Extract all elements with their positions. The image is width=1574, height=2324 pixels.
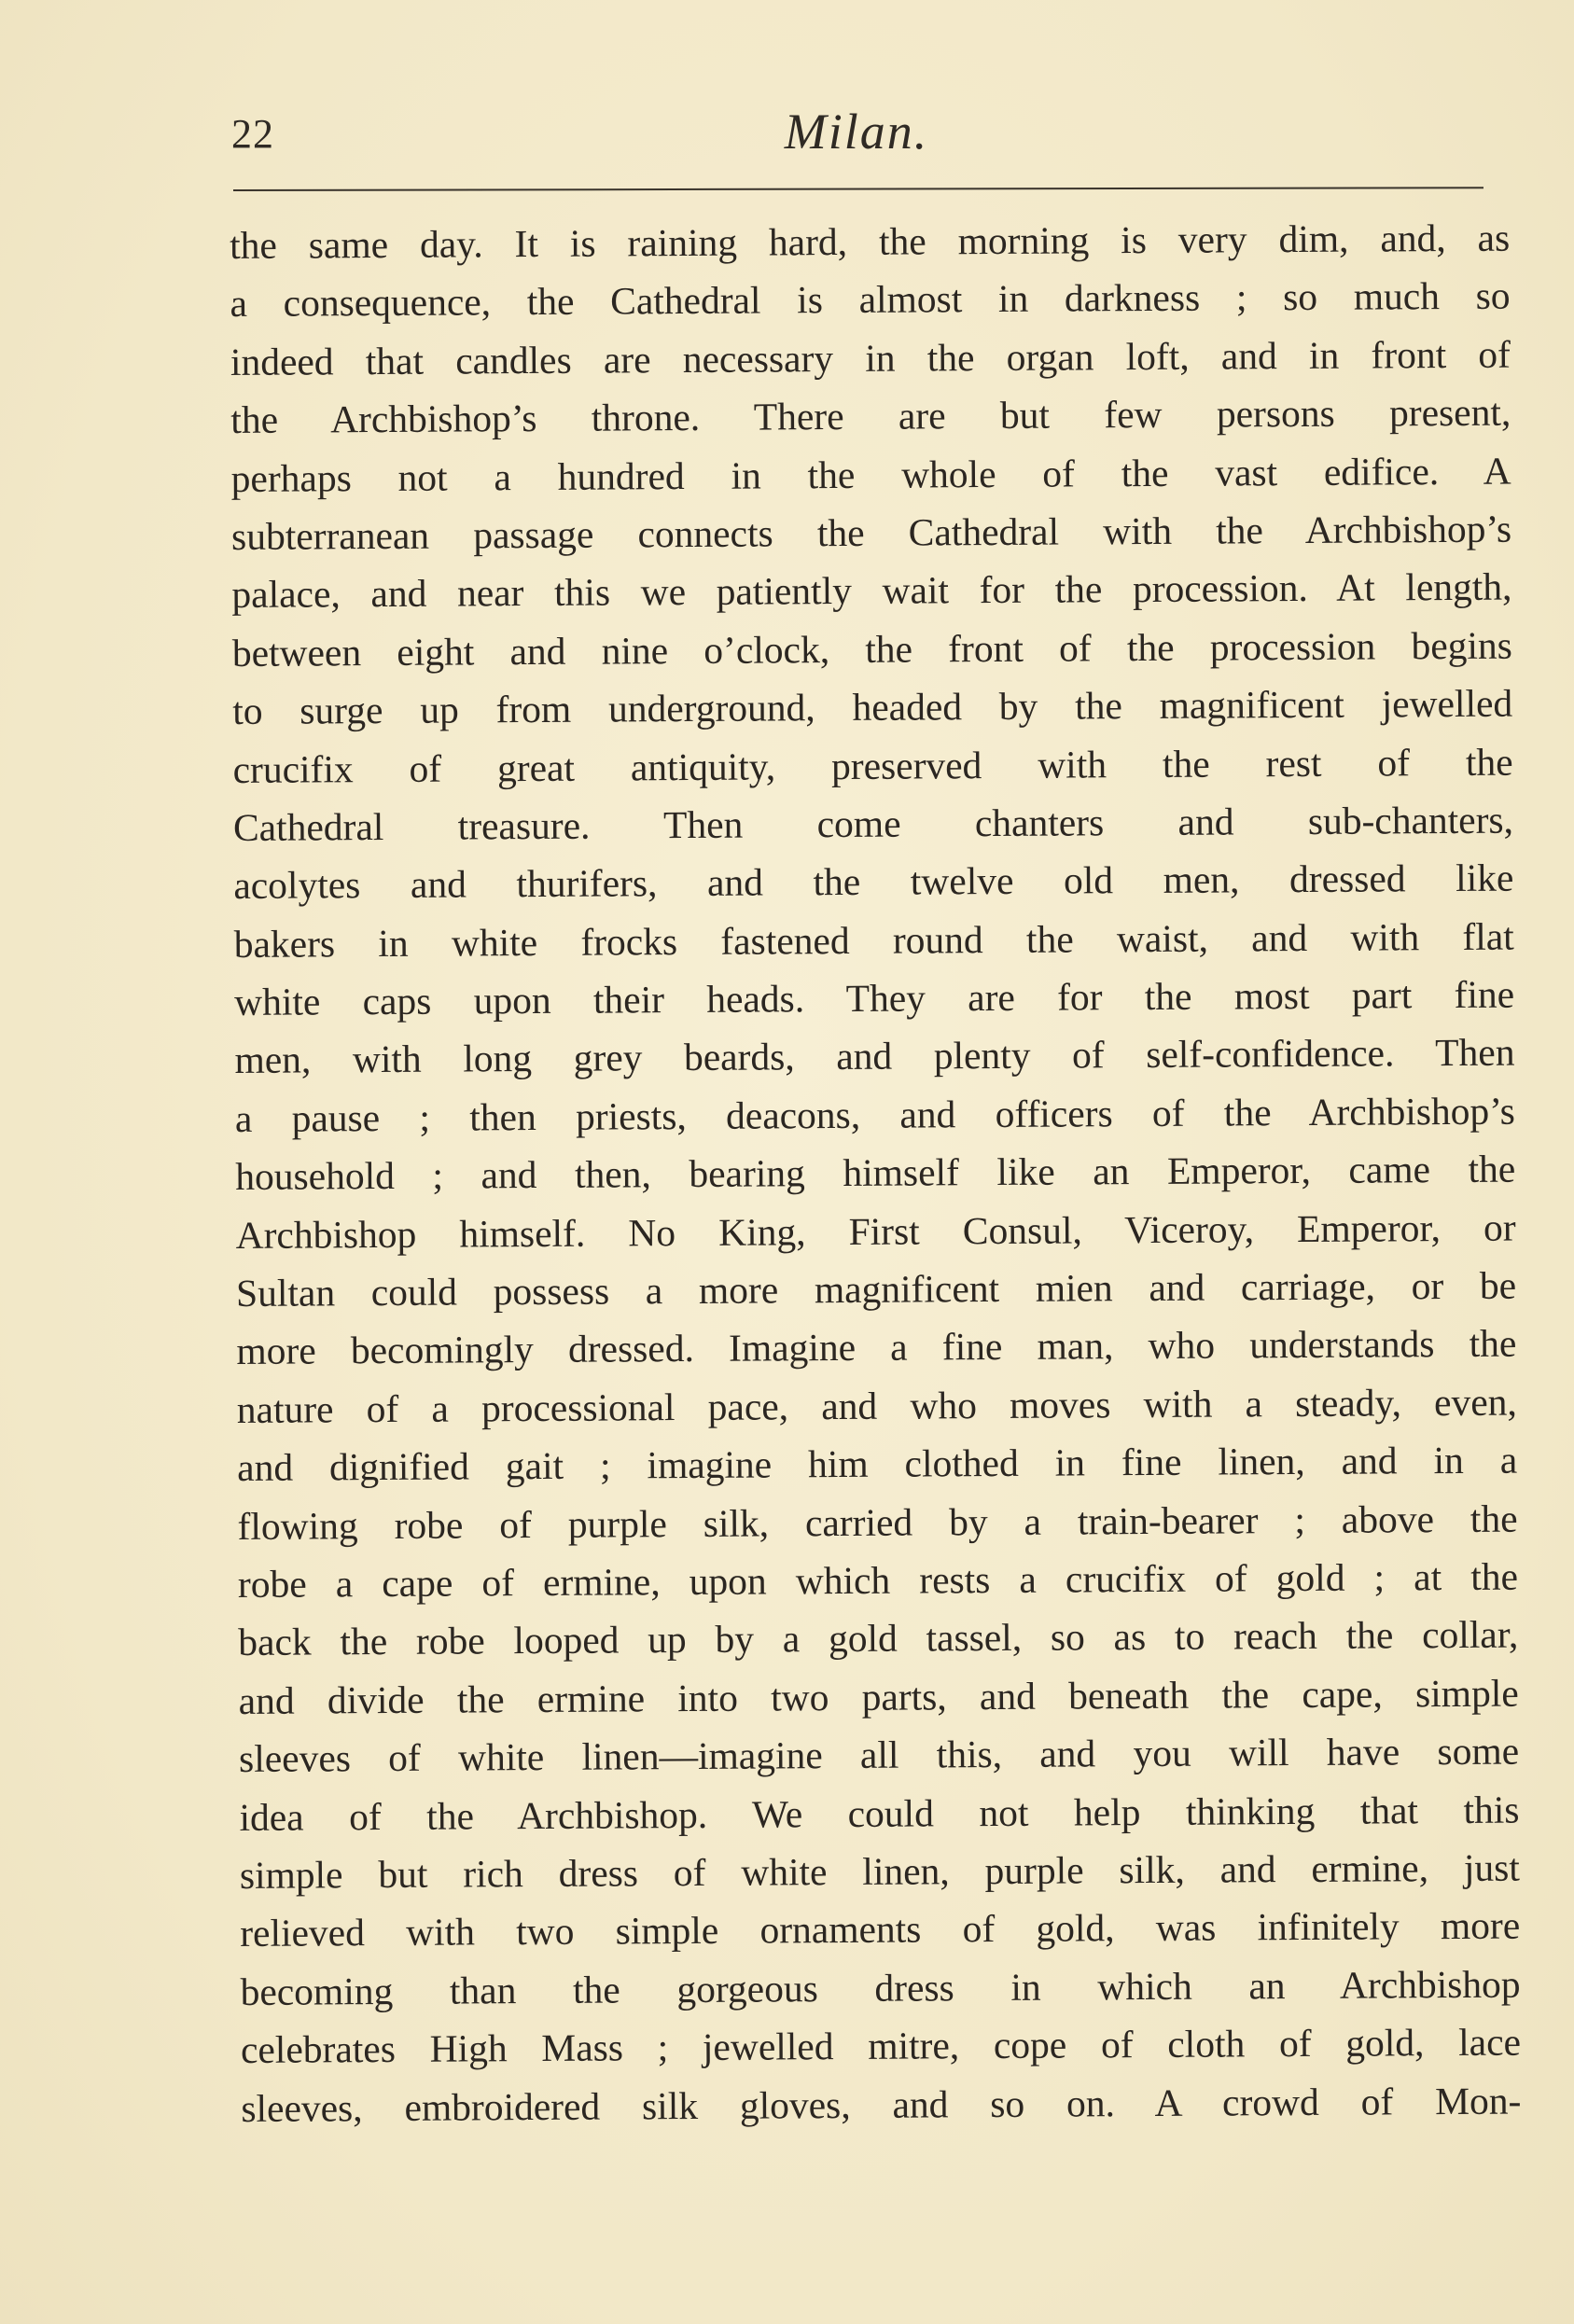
text-line: palace, and near this we patiently wait for the procession. At length, bbox=[231, 564, 1512, 617]
text-line: household ; and then, bearing himself like an Emperor, came the bbox=[235, 1147, 1516, 1199]
text-line: a pause ; then priests, deacons, and officers of the Archbishop’s bbox=[234, 1089, 1516, 1140]
text-line: bakers in white frocks fastened round the waist, and with flat bbox=[233, 914, 1514, 966]
running-title: Milan. bbox=[784, 104, 929, 160]
body-text bbox=[230, 209, 1522, 2137]
text-line: sleeves of white linen—imagine all this, and you will have some bbox=[238, 1729, 1520, 1781]
text-line: to surge up from underground, headed by the magnificent jewelled bbox=[232, 681, 1513, 733]
text-line: flowing robe of purple silk, carried by a train-bearer ; above the bbox=[237, 1496, 1518, 1548]
text-line: the Archbishop’s throne. There are but few persons present, bbox=[230, 390, 1511, 442]
text-line: becoming than the gorgeous dress in which an Archbishop bbox=[240, 1962, 1521, 2013]
text-line: relieved with two simple ornaments of gold, was infinitely more bbox=[240, 1903, 1521, 1955]
header-rule bbox=[233, 187, 1483, 191]
text-line: crucifix of great antiquity, preserved with the rest of the bbox=[232, 740, 1513, 791]
text-line: subterranean passage connects the Cathedral with the Archbishop’s bbox=[230, 507, 1512, 558]
text-line: a consequence, the Cathedral is almost in darkness ; so much so bbox=[230, 274, 1511, 326]
text-line: simple but rich dress of white linen, purple silk, and ermine, just bbox=[239, 1845, 1520, 1897]
text-line: robe a cape of ermine, upon which rests a crucifix of gold ; at the bbox=[237, 1554, 1519, 1606]
text-line: the same day. It is raining hard, the morning is very dim, and, as bbox=[230, 216, 1511, 267]
text-line: idea of the Archbishop. We could not help thinking that this bbox=[239, 1788, 1520, 1839]
text-line: acolytes and thurifers, and the twelve old men, dressed like bbox=[233, 856, 1514, 908]
text-line: nature of a processional pace, and who moves with a steady, even, bbox=[236, 1380, 1517, 1431]
text-line: back the robe looped up by a gold tassel, so as to reach the collar, bbox=[238, 1612, 1519, 1664]
page-header bbox=[231, 101, 1482, 175]
text-line: sleeves, embroidered silk gloves, and so on. A crowd of Mon- bbox=[241, 2079, 1522, 2130]
text-line: and dignified gait ; imagine him clothed in fine linen, and in a bbox=[237, 1438, 1518, 1490]
text-line: and divide the ermine into two parts, and beneath the cape, simple bbox=[238, 1671, 1519, 1722]
text-line: indeed that candles are necessary in the organ loft, and in front of bbox=[230, 332, 1511, 383]
text-line: Archbishop himself. No King, First Consul, Viceroy, Emperor, or bbox=[235, 1205, 1516, 1257]
text-line: men, with long grey beards, and plenty of self-confidence. Then bbox=[234, 1031, 1515, 1082]
text-line: Cathedral treasure. Then come chanters and sub-chanters, bbox=[232, 798, 1514, 849]
text-line: more becomingly dressed. Imagine a fine man, who understands the bbox=[236, 1322, 1517, 1373]
page-number: 22 bbox=[231, 111, 274, 157]
text-line: Sultan could possess a more magnificent mien and carriage, or be bbox=[235, 1263, 1517, 1315]
text-line: between eight and nine o’clock, the front of the procession begins bbox=[231, 623, 1512, 675]
text-line: celebrates High Mass ; jewelled mitre, cope of cloth of gold, lace bbox=[240, 2020, 1522, 2072]
text-line: white caps upon their heads. They are for the most part fine bbox=[234, 972, 1515, 1024]
text-line: perhaps not a hundred in the whole of the vast edifice. A bbox=[230, 449, 1511, 500]
